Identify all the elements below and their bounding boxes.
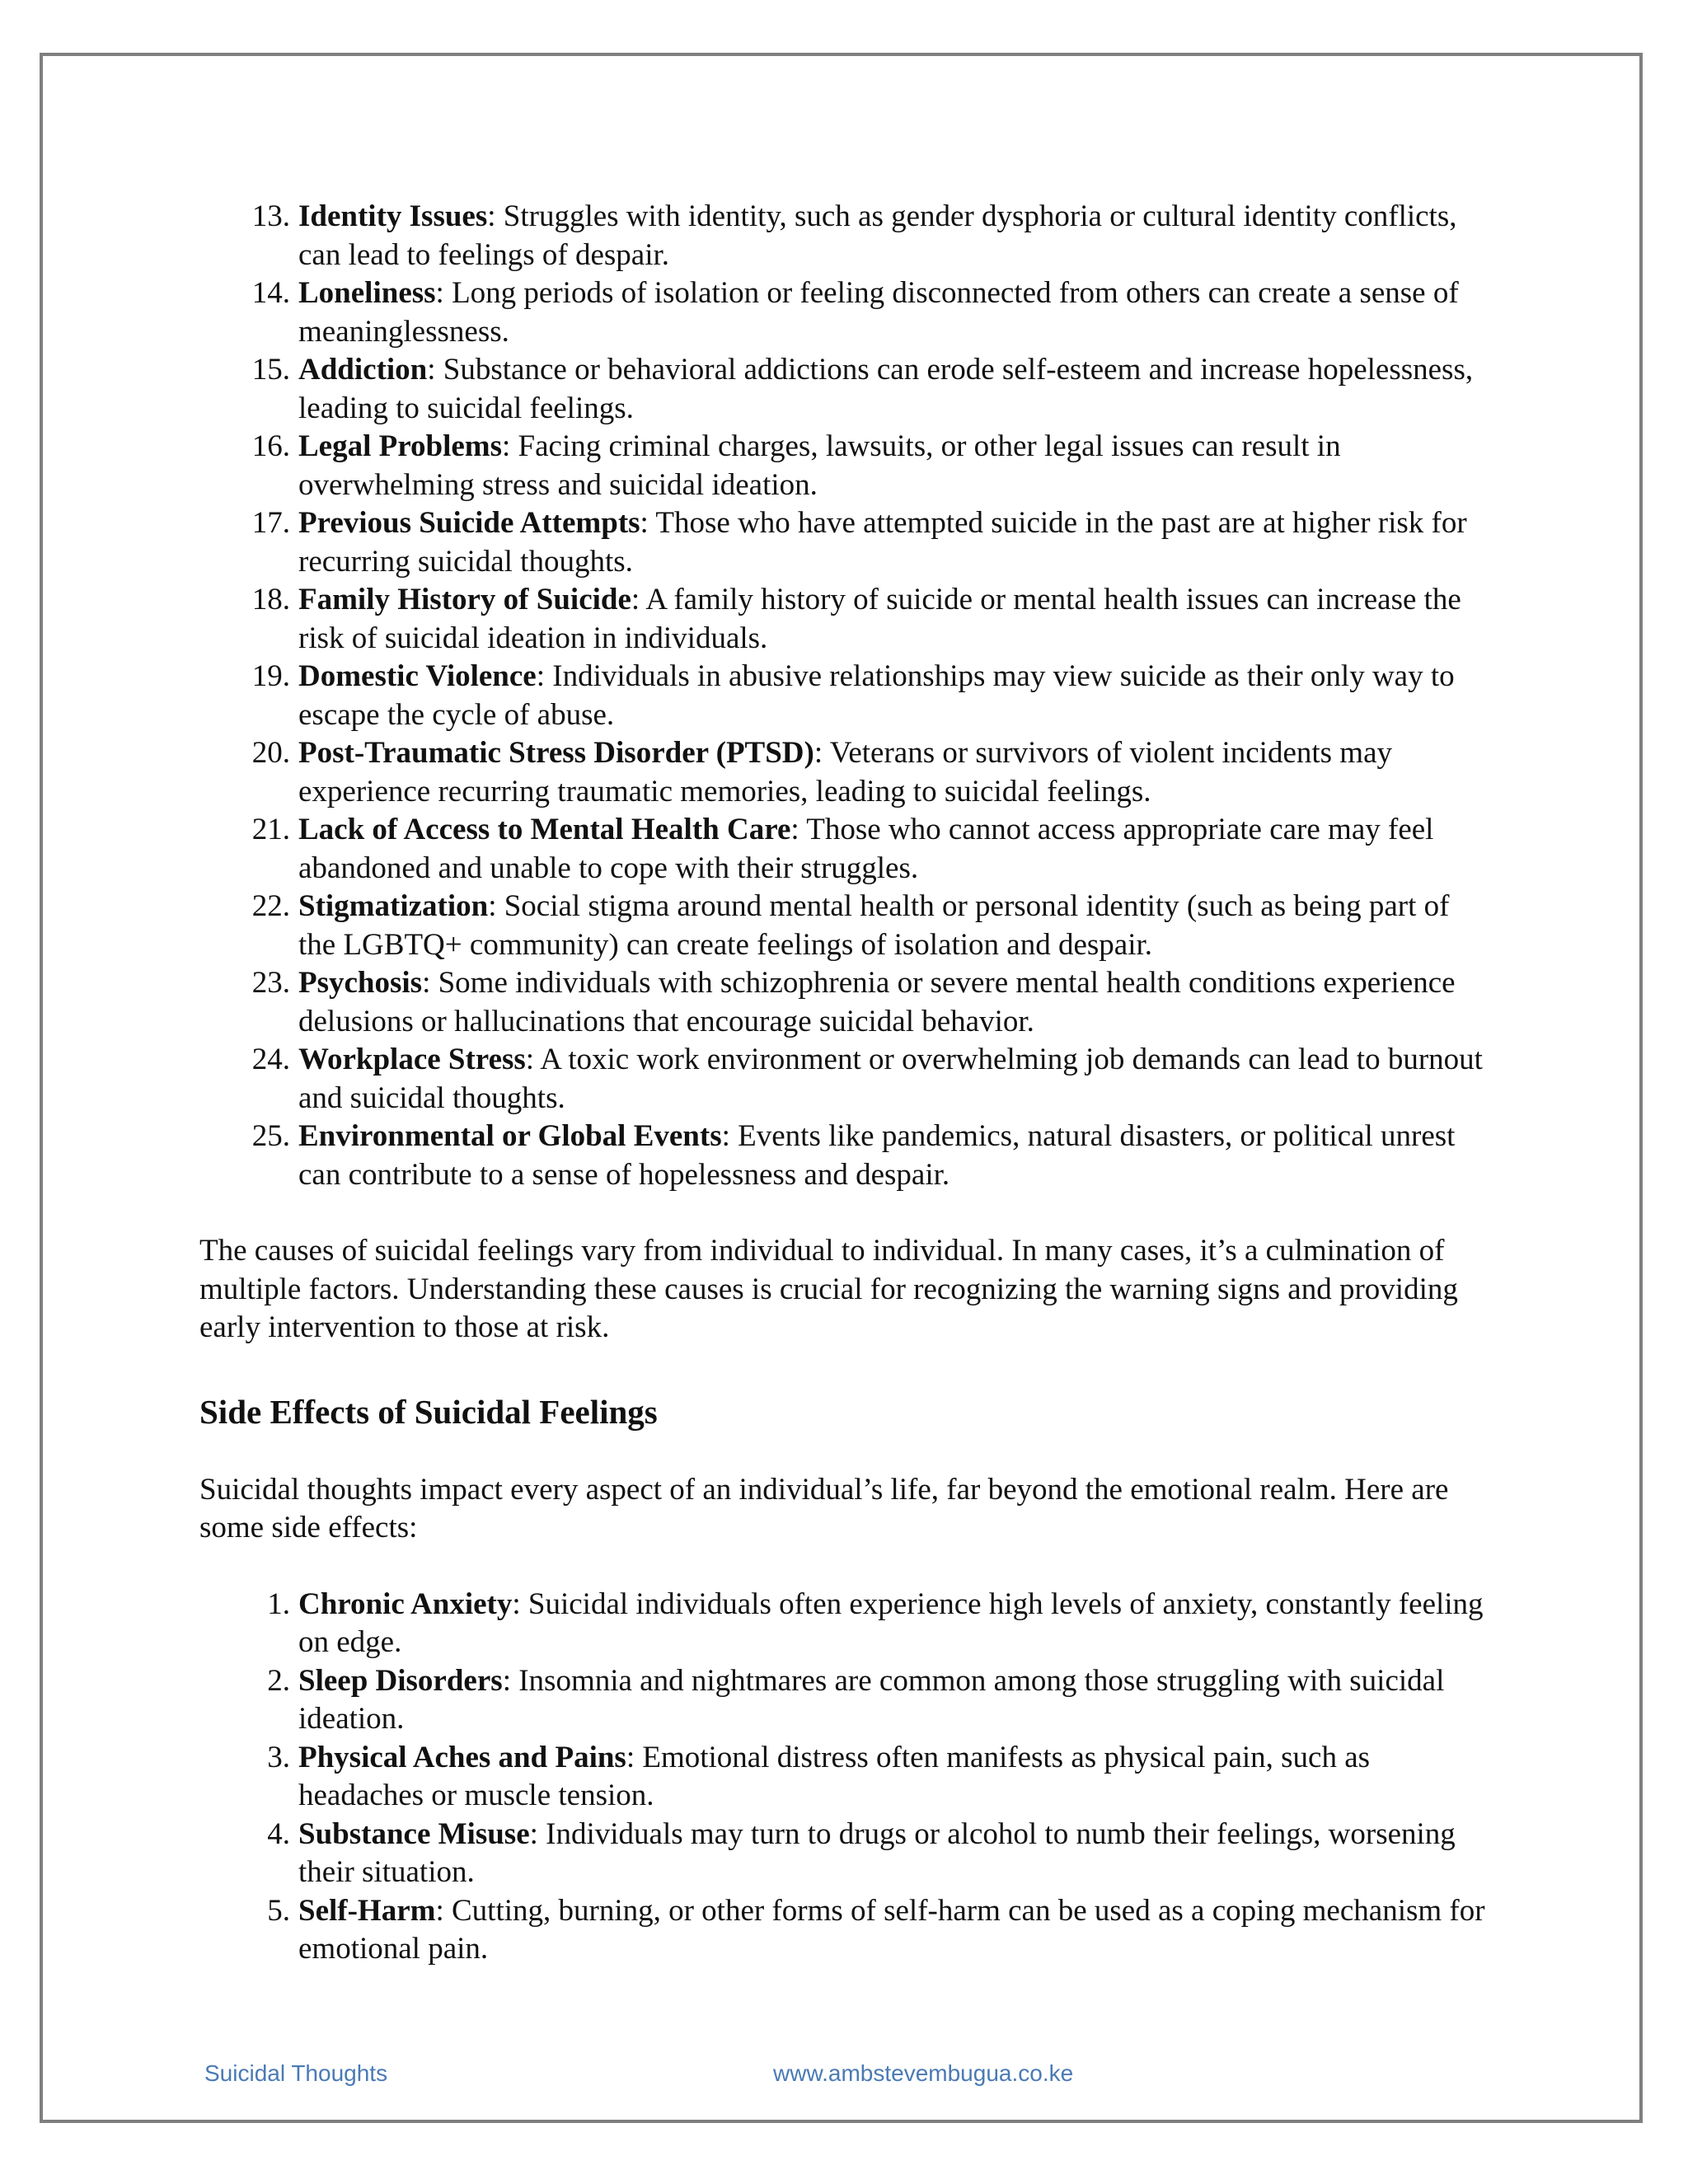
- list-item: [199, 428, 1485, 504]
- item-number: 25.: [251, 1119, 290, 1153]
- item-label: Physical Aches and Pains: [298, 1740, 626, 1774]
- item-number: 4.: [267, 1816, 290, 1851]
- item-label: Addiction: [298, 353, 428, 387]
- item-number: 19.: [251, 659, 290, 693]
- item-text: : Those who have attempted suicide in the past are at higher risk for recurring suicidal thoughts.: [298, 506, 1467, 579]
- list-item: [199, 198, 1485, 274]
- list-item: [199, 1892, 1485, 1969]
- list-item: [199, 1662, 1485, 1739]
- list-item: [199, 274, 1485, 351]
- list-item: [199, 811, 1485, 888]
- item-text: : Some individuals with schizophrenia or severe mental health conditions experience delusions or hallucinations that encourage suicidal behavior.: [298, 966, 1456, 1038]
- page-content: [199, 198, 1485, 1969]
- item-label: Legal Problems: [298, 429, 502, 463]
- list-item: [199, 1118, 1485, 1194]
- intro-paragraph: Suicidal thoughts impact every aspect of an individual’s life, far beyond the emotional realm. Here are some side effects:: [199, 1472, 1449, 1544]
- item-number: 21.: [251, 813, 290, 846]
- list-item: [199, 1586, 1485, 1662]
- item-text: : A toxic work environment or overwhelming job demands can lead to burnout and suicidal thoughts.: [298, 1043, 1483, 1115]
- item-text: : Struggles with identity, such as gender dysphoria or cultural identity conflicts, can lead to feelings of despair.: [298, 199, 1457, 272]
- list-item: [199, 581, 1485, 658]
- list-item: [199, 888, 1485, 964]
- item-text: : Veterans or survivors of violent incidents may experience recurring traumatic memories, leading to suicidal feelings.: [298, 736, 1393, 808]
- item-label: Substance Misuse: [298, 1816, 530, 1851]
- item-number: 5.: [267, 1893, 290, 1928]
- item-label: Post-Traumatic Stress Disorder (PTSD): [298, 736, 814, 770]
- list-item: [199, 504, 1485, 581]
- item-text: : Emotional distress often manifests as physical pain, such as headaches or muscle tension.: [298, 1740, 1371, 1812]
- list-item: [199, 351, 1485, 428]
- item-text: : Cutting, burning, or other forms of self-harm can be used as a coping mechanism for emotional pain.: [298, 1893, 1485, 1966]
- item-number: 18.: [251, 583, 290, 616]
- item-text: : Insomnia and nightmares are common among those struggling with suicidal ideation.: [298, 1663, 1445, 1736]
- item-label: Workplace Stress: [298, 1043, 526, 1076]
- causes-list: [199, 198, 1485, 1194]
- item-label: Sleep Disorders: [298, 1663, 503, 1698]
- item-label: Loneliness: [298, 276, 436, 310]
- item-label: Domestic Violence: [298, 659, 537, 693]
- list-item: [199, 734, 1485, 811]
- item-number: 23.: [251, 966, 290, 1000]
- item-label: Lack of Access to Mental Health Care: [298, 813, 791, 846]
- item-text: : Social stigma around mental health or personal identity (such as being part of the LGBTQ+ community) can create feelings of isolation and despair.: [298, 889, 1450, 962]
- item-text: : Individuals in abusive relationships may view suicide as their only way to escape the cycle of abuse.: [298, 659, 1455, 732]
- conclusion-paragraph: The causes of suicidal feelings vary from individual to individual. In many cases, it’s a culmination of multiple factors. Understanding these causes is crucial for recognizing the warning signs and providing early intervention to those at risk.: [199, 1234, 1458, 1344]
- item-label: Family History of Suicide: [298, 583, 631, 616]
- item-number: 17.: [251, 506, 290, 540]
- item-number: 15.: [251, 353, 290, 387]
- item-label: Chronic Anxiety: [298, 1586, 513, 1621]
- section-heading: Side Effects of Suicidal Feelings: [199, 1392, 658, 1431]
- list-item: [199, 658, 1485, 734]
- list-item: [199, 964, 1485, 1041]
- list-item: [199, 1816, 1485, 1892]
- item-text: : Substance or behavioral addictions can erode self-esteem and increase hopelessness, leading to suicidal feelings.: [298, 353, 1474, 425]
- item-number: 24.: [251, 1043, 290, 1076]
- item-number: 2.: [267, 1663, 290, 1698]
- item-text: : Long periods of isolation or feeling disconnected from others can create a sense of meaninglessness.: [298, 276, 1459, 349]
- footer-title: Suicidal Thoughts: [204, 2060, 388, 2086]
- item-label: Environmental or Global Events: [298, 1119, 722, 1153]
- item-number: 3.: [267, 1740, 290, 1774]
- footer-website-link[interactable]: www.ambstevembugua.co.ke: [773, 2060, 1074, 2086]
- item-number: 1.: [267, 1586, 290, 1621]
- item-text: : Those who cannot access appropriate care may feel abandoned and unable to cope with their struggles.: [298, 813, 1434, 885]
- item-number: 22.: [251, 889, 290, 923]
- item-label: Stigmatization: [298, 889, 489, 923]
- item-number: 16.: [251, 429, 290, 463]
- item-label: Psychosis: [298, 966, 423, 1000]
- item-text: : Facing criminal charges, lawsuits, or other legal issues can result in overwhelming stress and suicidal ideation.: [298, 429, 1341, 502]
- item-text: : Suicidal individuals often experience high levels of anxiety, constantly feeling on edge.: [298, 1586, 1484, 1659]
- item-label: Previous Suicide Attempts: [298, 506, 640, 540]
- item-number: 14.: [251, 276, 290, 310]
- list-item: [199, 1739, 1485, 1816]
- effects-list: [199, 1586, 1485, 1969]
- item-label: Self-Harm: [298, 1893, 436, 1928]
- item-number: 13.: [251, 199, 290, 233]
- list-item: [199, 1041, 1485, 1118]
- item-label: Identity Issues: [298, 199, 488, 233]
- item-text: : Events like pandemics, natural disasters, or political unrest can contribute to a sense of hopelessness and despair.: [298, 1119, 1456, 1192]
- item-text: : Individuals may turn to drugs or alcohol to numb their feelings, worsening their situation.: [298, 1816, 1456, 1889]
- item-text: : A family history of suicide or mental health issues can increase the risk of suicidal ideation in individuals.: [298, 583, 1461, 655]
- item-number: 20.: [251, 736, 290, 770]
